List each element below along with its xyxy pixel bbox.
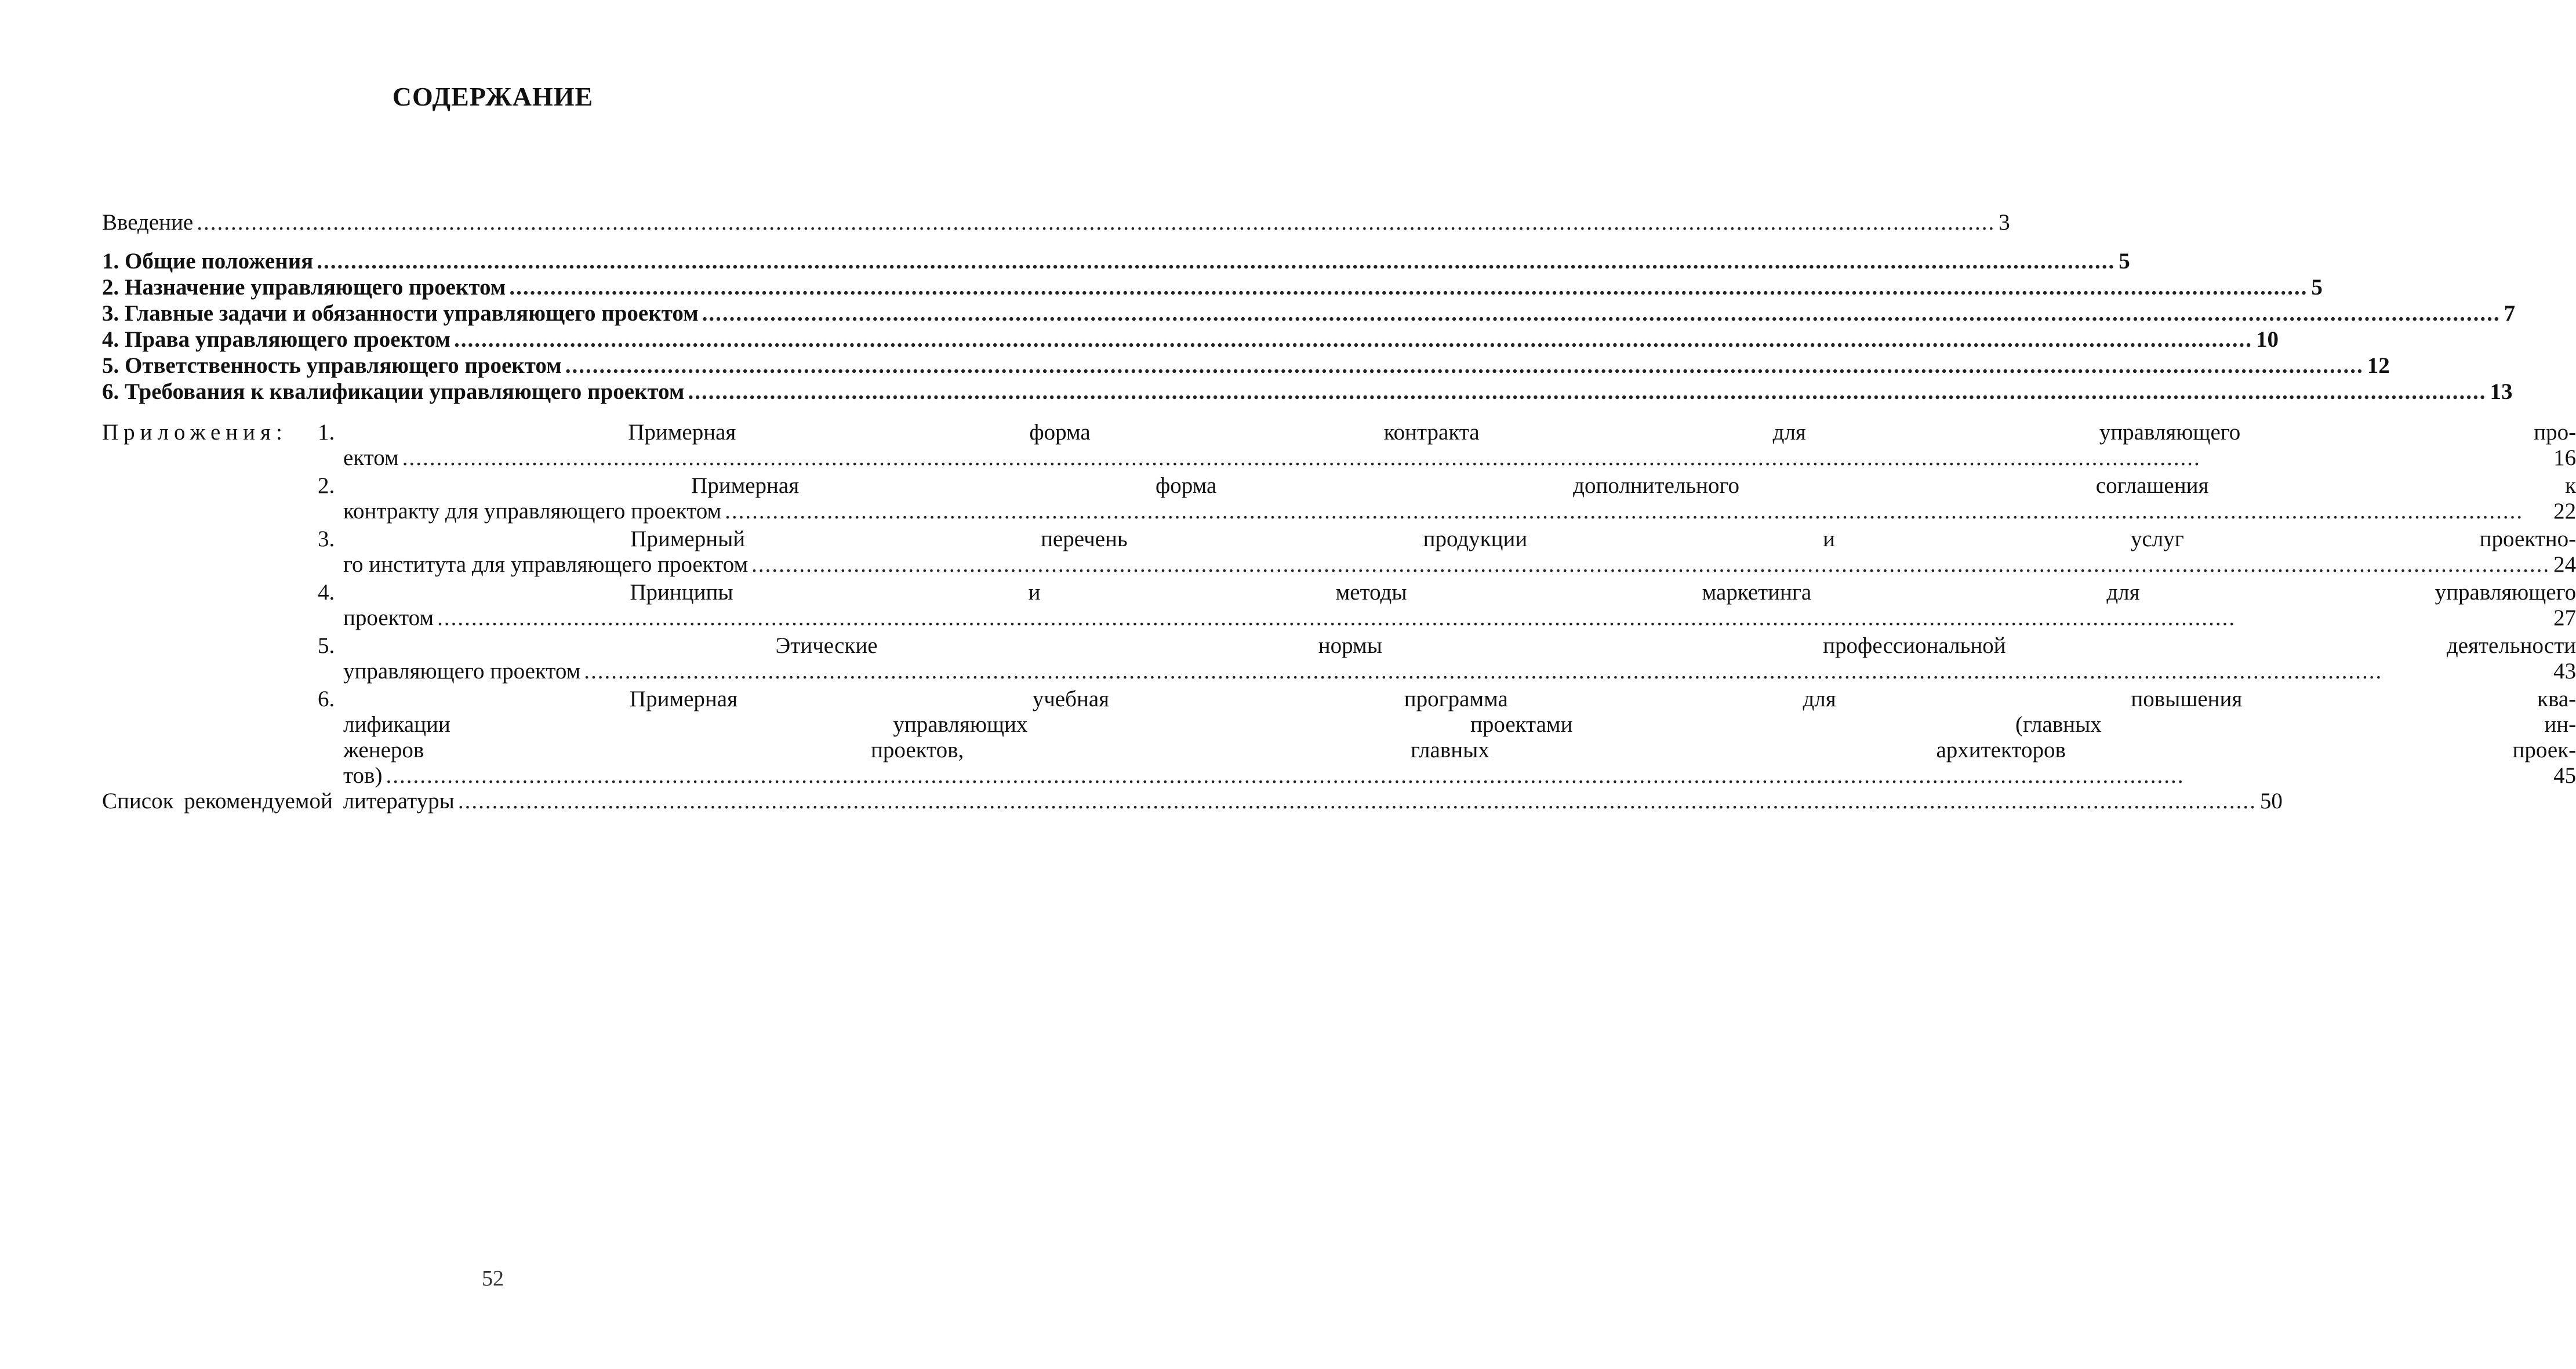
toc-entry-page: 22 bbox=[2553, 499, 2576, 524]
table-of-contents bbox=[102, 210, 2576, 814]
appendix-entry bbox=[318, 687, 2576, 789]
toc-entry-section bbox=[102, 274, 2323, 300]
appendix-line: лификации управляющих проектами (главных ин- bbox=[343, 712, 2576, 737]
dot-leader bbox=[437, 605, 2550, 631]
appendix-line: Этические нормы профессиональной деятельности bbox=[775, 633, 2576, 658]
appendices-list bbox=[318, 420, 2576, 789]
dot-leader bbox=[702, 300, 2501, 326]
appendix-line: Примерный перечень продукции и услуг проектно- bbox=[630, 526, 2576, 551]
page-title: СОДЕРЖАНИЕ bbox=[392, 82, 594, 111]
appendix-last-line bbox=[318, 763, 2576, 789]
dot-leader bbox=[402, 445, 2550, 471]
toc-entry-section bbox=[102, 326, 2279, 353]
toc-entry-page: 13 bbox=[2490, 379, 2513, 404]
appendix-line: женеров проектов, главных архитекторов проек- bbox=[343, 738, 2576, 762]
appendices-label: Приложения: bbox=[102, 420, 288, 445]
toc-entry-label: 1. Общие положения bbox=[102, 249, 314, 274]
dot-leader bbox=[509, 274, 2308, 300]
appendix-entry bbox=[318, 633, 2576, 684]
toc-entry-section bbox=[102, 300, 2516, 326]
toc-entry-page: 3 bbox=[1999, 210, 2010, 235]
appendix-entry bbox=[318, 526, 2576, 578]
dot-leader bbox=[454, 326, 2252, 353]
appendix-entry bbox=[318, 473, 2576, 524]
appendix-line: ектом bbox=[343, 445, 399, 470]
toc-entry-page: 16 bbox=[2553, 445, 2576, 470]
dot-leader bbox=[725, 499, 2550, 524]
dot-leader bbox=[317, 248, 2115, 274]
toc-entry-page: 5 bbox=[2119, 249, 2130, 274]
appendix-text-line bbox=[318, 738, 2576, 763]
dot-leader bbox=[458, 789, 2257, 814]
appendix-text-line bbox=[318, 712, 2576, 738]
appendix-line: Примерная форма дополнительного соглашения к bbox=[691, 473, 2576, 498]
toc-entry-label: Введение bbox=[102, 210, 194, 235]
toc-entry-page: 10 bbox=[2255, 327, 2279, 352]
toc-entry-label: 5. Ответственность управляющего проектом bbox=[102, 353, 562, 378]
appendix-line: Примерная учебная программа для повышения ква- bbox=[629, 687, 2576, 711]
appendix-last-line bbox=[318, 445, 2576, 471]
toc-entry-page: 7 bbox=[2504, 301, 2516, 326]
toc-entry-page: 45 bbox=[2553, 763, 2576, 788]
toc-entry-section bbox=[102, 379, 2513, 405]
toc-entry-label: Список рекомендуемой литературы bbox=[102, 789, 455, 814]
appendix-text-line bbox=[318, 633, 2576, 659]
toc-entry-label: 6. Требования к квалификации управляющего проектом bbox=[102, 379, 685, 404]
appendix-number: 3. bbox=[318, 526, 335, 551]
appendix-text-line bbox=[318, 687, 2576, 712]
toc-entry-section bbox=[102, 248, 2130, 274]
toc-entry-page: 5 bbox=[2311, 275, 2323, 300]
appendix-text-line bbox=[318, 580, 2576, 605]
appendix-last-line bbox=[318, 552, 2576, 578]
appendix-entry bbox=[318, 580, 2576, 631]
toc-entry-page: 50 bbox=[2259, 789, 2283, 814]
toc-entry-page: 27 bbox=[2553, 605, 2576, 630]
appendix-line: го института для управляющего проектом bbox=[343, 552, 749, 577]
dot-leader bbox=[751, 552, 2550, 578]
toc-entry-section bbox=[102, 353, 2390, 379]
appendix-line: контракту для управляющего проектом bbox=[343, 499, 722, 524]
appendix-last-line bbox=[318, 499, 2576, 524]
appendix-last-line bbox=[318, 605, 2576, 631]
appendix-number: 6. bbox=[318, 687, 335, 711]
appendix-line: проектом bbox=[343, 605, 434, 630]
appendix-number: 4. bbox=[318, 580, 335, 605]
appendix-text-line bbox=[318, 526, 2576, 552]
appendix-line: управляющего проектом bbox=[343, 659, 581, 684]
appendix-line: Принципы и методы маркетинга для управляющего bbox=[630, 580, 2576, 605]
dot-leader bbox=[197, 210, 1995, 235]
toc-entry-label: 2. Назначение управляющего проектом bbox=[102, 275, 506, 300]
appendix-text-line bbox=[318, 420, 2576, 445]
appendix-number: 5. bbox=[318, 633, 335, 658]
toc-entry-page: 12 bbox=[2367, 353, 2390, 378]
toc-entry-page: 43 bbox=[2553, 659, 2576, 684]
appendix-number: 1. bbox=[318, 420, 335, 445]
toc-entry-label: 3. Главные задачи и обязанности управляющего проектом bbox=[102, 301, 699, 326]
appendix-entry bbox=[318, 420, 2576, 471]
appendix-text-line bbox=[318, 473, 2576, 499]
dot-leader bbox=[584, 659, 2550, 684]
appendix-last-line bbox=[318, 659, 2576, 684]
toc-entry-intro bbox=[102, 210, 2010, 235]
toc-entry-label: 4. Права управляющего проектом bbox=[102, 327, 450, 352]
toc-sections bbox=[102, 248, 2516, 405]
appendix-number: 2. bbox=[318, 473, 335, 498]
dot-leader bbox=[565, 353, 2364, 379]
dot-leader bbox=[688, 379, 2486, 405]
appendix-line: Примерная форма контракта для управляющего про- bbox=[628, 420, 2576, 445]
toc-entry-page: 24 bbox=[2553, 552, 2576, 577]
page-number: 52 bbox=[482, 1266, 504, 1291]
appendix-line: тов) bbox=[343, 763, 383, 788]
toc-entry-literature bbox=[102, 789, 2283, 814]
toc-appendices bbox=[102, 420, 2576, 789]
dot-leader bbox=[386, 763, 2550, 789]
